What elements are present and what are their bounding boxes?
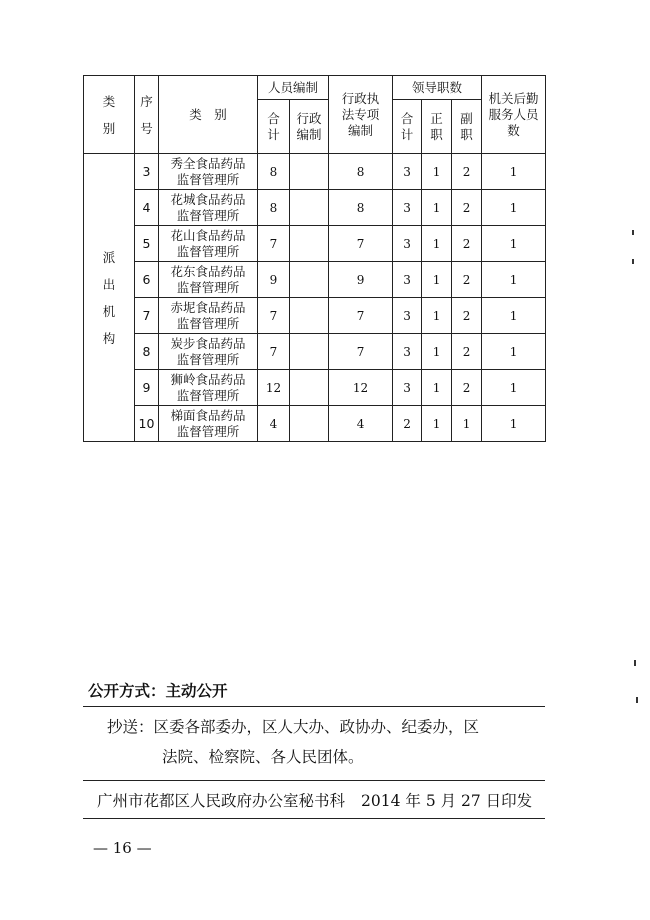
- cell-seq: 4: [135, 190, 159, 226]
- cell-name: 秀全食品药品 监督管理所: [159, 154, 258, 190]
- cell-lead-total: 3: [393, 226, 422, 262]
- header-staffing-admin: 行政 编制: [290, 100, 329, 154]
- cell-deputy: 2: [452, 334, 482, 370]
- disclosure-method: 公开方式：主动公开: [88, 682, 228, 700]
- cell-admin: [290, 298, 329, 334]
- cell-lead-total: 3: [393, 154, 422, 190]
- issuer-office: 广州市花都区人民政府办公室秘书科: [97, 792, 346, 810]
- divider-line: [83, 780, 545, 781]
- cell-total: 4: [258, 406, 290, 442]
- cc-list: [107, 712, 547, 772]
- issuer-line: [97, 789, 532, 811]
- cell-enforcement: 8: [329, 154, 393, 190]
- cell-admin: [290, 262, 329, 298]
- cell-deputy: 2: [452, 262, 482, 298]
- cell-admin: [290, 334, 329, 370]
- cell-logistics: 1: [482, 298, 546, 334]
- cell-seq: 10: [135, 406, 159, 442]
- cell-logistics: 1: [482, 262, 546, 298]
- group-label: 派 出 机 构: [84, 154, 135, 442]
- table-row: [84, 154, 546, 190]
- cell-logistics: 1: [482, 334, 546, 370]
- cell-enforcement: 7: [329, 226, 393, 262]
- cell-enforcement: 7: [329, 334, 393, 370]
- table-row: [84, 406, 546, 442]
- cell-enforcement: 9: [329, 262, 393, 298]
- cell-total: 8: [258, 154, 290, 190]
- cell-enforcement: 8: [329, 190, 393, 226]
- cell-seq: 3: [135, 154, 159, 190]
- header-seq: 序 号: [135, 76, 159, 154]
- cell-name: 炭步食品药品 监督管理所: [159, 334, 258, 370]
- cell-total: 12: [258, 370, 290, 406]
- cell-name: 狮岭食品药品 监督管理所: [159, 370, 258, 406]
- cell-deputy: 1: [452, 406, 482, 442]
- cell-chief: 1: [422, 298, 452, 334]
- cell-lead-total: 3: [393, 190, 422, 226]
- cell-seq: 9: [135, 370, 159, 406]
- cell-lead-total: 3: [393, 262, 422, 298]
- cell-seq: 6: [135, 262, 159, 298]
- cc-line-2: 法院、检察院、各人民团体。: [162, 748, 364, 766]
- cell-name: 花城食品药品 监督管理所: [159, 190, 258, 226]
- scan-mark: [632, 259, 634, 264]
- cell-logistics: 1: [482, 190, 546, 226]
- cell-logistics: 1: [482, 406, 546, 442]
- cell-lead-total: 3: [393, 334, 422, 370]
- cell-chief: 1: [422, 154, 452, 190]
- cell-total: 9: [258, 262, 290, 298]
- cell-admin: [290, 226, 329, 262]
- cell-enforcement: 12: [329, 370, 393, 406]
- cell-lead-total: 3: [393, 298, 422, 334]
- cell-deputy: 2: [452, 298, 482, 334]
- cell-total: 7: [258, 298, 290, 334]
- cell-logistics: 1: [482, 154, 546, 190]
- cell-chief: 1: [422, 226, 452, 262]
- cell-logistics: 1: [482, 370, 546, 406]
- staffing-table: [83, 75, 546, 442]
- header-leaders-deputy: 副 职: [452, 100, 482, 154]
- cell-chief: 1: [422, 262, 452, 298]
- cell-admin: [290, 154, 329, 190]
- table-row: [84, 334, 546, 370]
- page-number: — 16 —: [93, 839, 152, 857]
- cell-deputy: 2: [452, 226, 482, 262]
- header-logistics: 机关后勤 服务人员 数: [482, 76, 546, 154]
- cell-admin: [290, 190, 329, 226]
- cell-name: 花东食品药品 监督管理所: [159, 262, 258, 298]
- cell-chief: 1: [422, 334, 452, 370]
- header-category: 类 别: [84, 76, 135, 154]
- cell-logistics: 1: [482, 226, 546, 262]
- cc-line-1: 抄送：区委各部委办，区人大办、政协办、纪委办，区: [107, 718, 480, 736]
- cell-enforcement: 4: [329, 406, 393, 442]
- cell-chief: 1: [422, 406, 452, 442]
- header-leaders: 领导职数: [393, 76, 482, 100]
- table-row: [84, 298, 546, 334]
- table-row: [84, 190, 546, 226]
- issue-date: 2014 年 5 月 27 日印发: [361, 792, 533, 810]
- header-leaders-total: 合 计: [393, 100, 422, 154]
- cell-deputy: 2: [452, 154, 482, 190]
- header-enforcement: 行政执 法专项 编制: [329, 76, 393, 154]
- cell-chief: 1: [422, 190, 452, 226]
- divider-line: [83, 818, 545, 819]
- cell-lead-total: 2: [393, 406, 422, 442]
- cell-deputy: 2: [452, 190, 482, 226]
- cell-lead-total: 3: [393, 370, 422, 406]
- cell-name: 花山食品药品 监督管理所: [159, 226, 258, 262]
- cell-seq: 5: [135, 226, 159, 262]
- cell-seq: 7: [135, 298, 159, 334]
- cell-enforcement: 7: [329, 298, 393, 334]
- divider-line: [83, 706, 545, 707]
- cell-name: 梯面食品药品 监督管理所: [159, 406, 258, 442]
- cell-name: 赤坭食品药品 监督管理所: [159, 298, 258, 334]
- cell-admin: [290, 406, 329, 442]
- cell-seq: 8: [135, 334, 159, 370]
- cell-total: 7: [258, 226, 290, 262]
- table-row: [84, 262, 546, 298]
- cell-total: 7: [258, 334, 290, 370]
- header-name: 类 别: [159, 76, 258, 154]
- cell-total: 8: [258, 190, 290, 226]
- table-row: [84, 226, 546, 262]
- header-staffing-total: 合 计: [258, 100, 290, 154]
- scan-mark: [636, 697, 638, 703]
- cell-deputy: 2: [452, 370, 482, 406]
- table-row: [84, 370, 546, 406]
- cell-chief: 1: [422, 370, 452, 406]
- header-staffing: 人员编制: [258, 76, 329, 100]
- scan-mark: [632, 230, 634, 235]
- scan-mark: [634, 660, 636, 666]
- cell-admin: [290, 370, 329, 406]
- header-leaders-chief: 正 职: [422, 100, 452, 154]
